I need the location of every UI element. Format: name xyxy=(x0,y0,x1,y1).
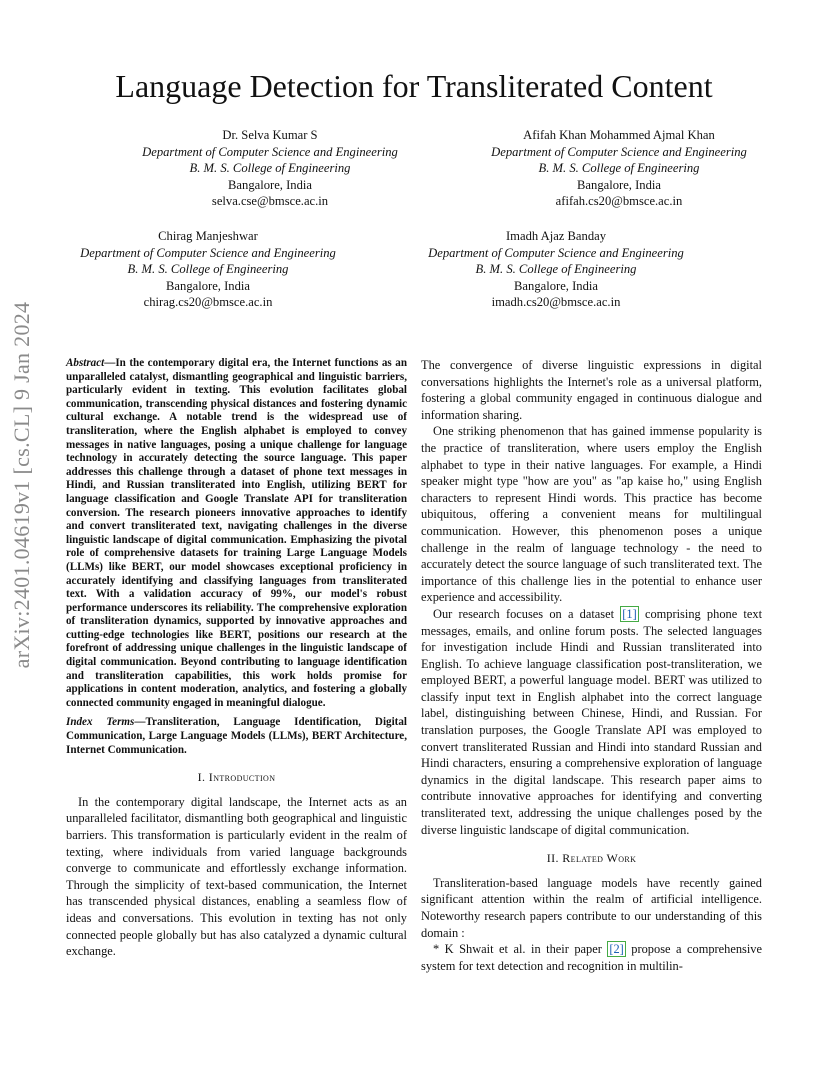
author-department: Department of Computer Science and Engineering xyxy=(80,245,336,260)
author-block-4 xyxy=(386,228,726,311)
author-college: B. M. S. College of Engineering xyxy=(189,161,351,176)
author-name: Afifah Khan Mohammed Ajmal Khan xyxy=(523,128,715,142)
body-text: comprising phone text messages, emails, and online forum posts. The selected languages for investigation include Hindi and Russian transliterated into English. To achieve language classification post-transliteration, we employed BERT, a powerful language model. BERT was utilized to classify input text in English alphabet into the correct language label, distinguishing between Chinese, Hindi, and Russian. For translation purposes, the Google Translate API was employed to convert transliterated Russian and Hindi into standard Russian and Hindi characters, ensuring a comprehensive exploration of language dynamics in the digital landscape. This research paper aims to contribute innovative approaches for identifying and converting transliterated text, addressing the unique challenges posed by the diverse linguistic landscape of digital communication. xyxy=(421,606,763,837)
index-terms xyxy=(66,716,407,757)
author-name: Dr. Selva Kumar S xyxy=(222,128,318,142)
author-email: afifah.cs20@bmsce.ac.in xyxy=(555,194,683,209)
author-block-3 xyxy=(38,228,378,311)
author-location: Bangalore, India xyxy=(577,177,661,192)
body-text: propose a comprehensive system for text detection and recognition in multilin- xyxy=(421,942,763,973)
author-location: Bangalore, India xyxy=(514,278,598,293)
index-terms-text: —Transliteration, Language Identification, Digital Communication, Large Language Models (LLMs), BERT Architecture, Internet Communication. xyxy=(66,716,407,756)
intro-paragraph: In the contemporary digital landscape, the Internet acts as an unparalleled facilitator, dismantling both geographical and linguistic barriers. This transformation is particularly evident in the realm of texting, where individuals from varied language backgrounds converge to communicate and effortlessly exchange information. Through the simplicity of text-based communication, the Internet has transcended physical distances, enabling a seamless flow of ideas and conversations. This evolution in texting has not only connected people globally but has also catalyzed a dynamic cultural exchange. xyxy=(66,794,407,959)
author-email: selva.cse@bmsce.ac.in xyxy=(211,194,329,209)
author-location: Bangalore, India xyxy=(228,177,312,192)
body-paragraph-2: One striking phenomenon that has gained immense popularity is the practice of transliteration, where users employ the English alphabet to type in their native languages. For example, a Hindi speaker might type "how are you" as "ap kaise ho," using English characters to represent Hindi words. This practice has become ubiquitous, offering a convenient means for multilingual communication. However, this phenomenon poses a unique challenge in the realm of language technology - the need to accurately detect the source language of such transliterated text. The importance of this challenge lies in the potential to enhance user experience and accessibility. xyxy=(421,424,762,605)
citation-link-1[interactable]: [1] xyxy=(622,606,637,621)
arxiv-identifier: arXiv:2401.04619v1 [cs.CL] 9 Jan 2024 xyxy=(9,301,34,669)
body-paragraph-1: The convergence of diverse linguistic expressions in digital conversations highlights the Internet's role as a universal platform, fostering a global community engaged in continuous dialogue and information sharing. xyxy=(421,358,762,422)
author-college: B. M. S. College of Engineering xyxy=(538,161,700,176)
abstract-text: —In the contemporary digital era, the Internet functions as an unparalleled catalyst, dismantling geographical and linguistic barriers, particularly evident in texting. This evolution facilitates global communication, transcending physical distances and fostering dynamic cultural exchange. A notable trend is the widespread use of transliteration, where the English alphabet is employed to convey messages in native languages, posing a unique challenge for language technology in accurately detecting the source language. This paper addresses this challenge through a dataset of phone text messages in Hindi, and Russian transliterated into English, utilizing BERT for language classification and Google Translate API for transliteration conversion. The research pioneers innovative approaches to identify and convert transliterated text, navigating challenges in the diverse linguistic landscape of digital communication. Emphasizing the pivotal role of comprehensive datasets for training Large Language Models (LLMs) like BERT, our model showcases exceptional proficiency in accurately identifying and classifying languages from transliterated text. With a validation accuracy of 99%, our model's robust performance underscores its reliability. The comprehensive exploration of transliteration dynamics, supported by innovative approaches and cutting-edge technologies like BERT, positions our research at the forefront of addressing unique challenges in the linguistic landscape of digital communication. Beyond contributing to language identification and transliteration capabilities, this work holds promise for applications in content moderation, analytics, and fostering a globally connected community engaged in meaningful dialogue. xyxy=(66,357,407,709)
author-block-2 xyxy=(446,127,792,210)
right-column xyxy=(421,357,762,974)
paper-title: Language Detection for Transliterated Content xyxy=(115,68,713,104)
abstract-label: Abstract xyxy=(66,357,105,369)
related-paragraph-2 xyxy=(421,941,762,974)
section-heading-introduction: I. Introduction xyxy=(197,770,276,785)
body-text: Our research focuses on a dataset xyxy=(433,606,621,621)
author-email: chirag.cs20@bmsce.ac.in xyxy=(143,295,273,310)
author-college: B. M. S. College of Engineering xyxy=(127,262,289,277)
body-text: * K Shwait et al. in their paper xyxy=(433,942,608,957)
citation-link-2[interactable]: [2] xyxy=(609,942,624,957)
author-college: B. M. S. College of Engineering xyxy=(475,262,637,277)
author-name: Chirag Manjeshwar xyxy=(158,229,258,243)
author-name: Imadh Ajaz Banday xyxy=(505,229,607,243)
author-block-1 xyxy=(100,127,440,210)
related-paragraph-1: Transliteration-based language models have recently gained significant attention within the realm of artificial intelligence. Noteworthy research papers contribute to our understanding of this domain : xyxy=(421,875,762,940)
author-department: Department of Computer Science and Engineering xyxy=(142,144,398,159)
arxiv-sidebar-stamp xyxy=(2,300,42,670)
author-email: imadh.cs20@bmsce.ac.in xyxy=(491,295,621,310)
abstract xyxy=(66,357,407,710)
author-department: Department of Computer Science and Engineering xyxy=(491,144,747,159)
author-department: Department of Computer Science and Engineering xyxy=(428,245,684,260)
author-location: Bangalore, India xyxy=(166,278,250,293)
body-paragraph-3 xyxy=(421,606,762,838)
index-terms-label: Index Terms xyxy=(66,716,135,729)
section-heading-related-work: II. Related Work xyxy=(546,851,637,866)
left-column xyxy=(66,357,407,960)
